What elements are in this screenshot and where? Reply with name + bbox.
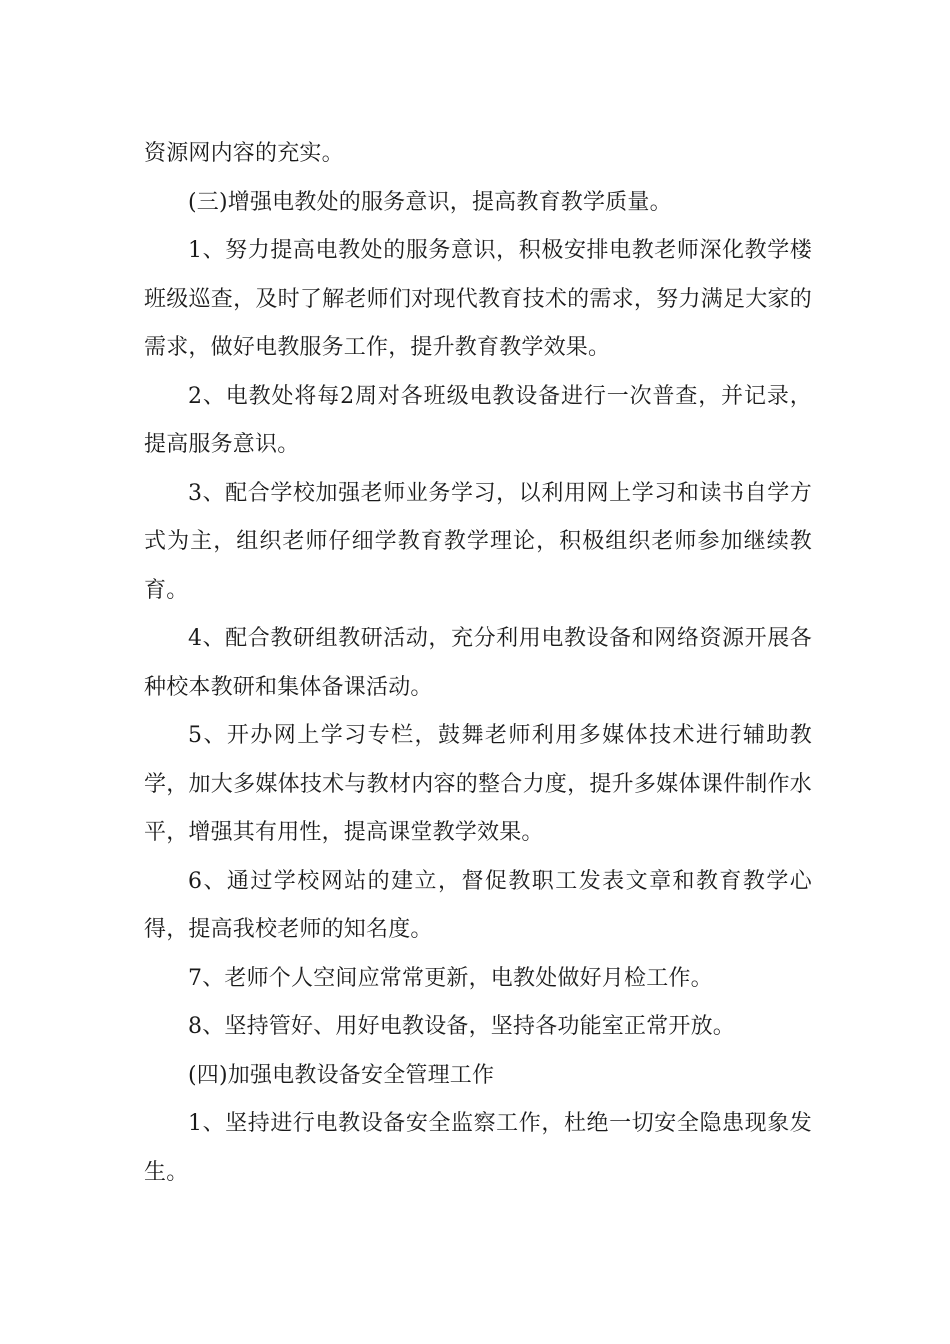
paragraph-continuation: 资源网内容的充实。: [144, 141, 344, 166]
paragraph-item-6: 6、通过学校网站的建立，督促教职工发表文章和教育教学心得，提高我校老师的知名度。: [144, 868, 812, 942]
paragraph-section4-item-1: 1、坚持进行电教设备安全监察工作，杜绝一切安全隐患现象发生。: [144, 1111, 812, 1185]
paragraph-item-8: 8、坚持管好、用好电教设备，坚持各功能室正常开放。: [188, 1014, 735, 1039]
paragraph-item-5: 5、开办网上学习专栏，鼓舞老师利用多媒体技术进行辅助教学，加大多媒体技术与教材内容的整合力度，提升多媒体课件制作水平，增强其有用性，提高课堂教学效果。: [144, 723, 812, 845]
paragraph-item-1: 1、努力提高电教处的服务意识，积极安排电教老师深化教学楼班级巡查，及时了解老师们对现代教育技术的需求，努力满足大家的需求，做好电教服务工作，提升教育教学效果。: [144, 238, 812, 360]
section-heading-4: (四)加强电教设备安全管理工作: [188, 1062, 495, 1088]
paragraph-item-7: 7、老师个人空间应常常更新，电教处做好月检工作。: [188, 965, 713, 991]
paragraph-item-4: 4、配合教研组教研活动，充分利用电教设备和网络资源开展各种校本教研和集体备课活动。: [144, 626, 812, 700]
paragraph-item-2: 2、电教处将每2周对各班级电教设备进行一次普查，并记录，提高服务意识。: [144, 383, 812, 457]
paragraph-item-3: 3、配合学校加强老师业务学习，以利用网上学习和读书自学方式为主，组织老师仔细学教育教学理论，积极组织老师参加继续教育。: [144, 480, 812, 603]
section-heading-3: (三)增强电教处的服务意识，提高教育教学质量。: [188, 189, 672, 215]
document-body: [144, 130, 812, 1197]
